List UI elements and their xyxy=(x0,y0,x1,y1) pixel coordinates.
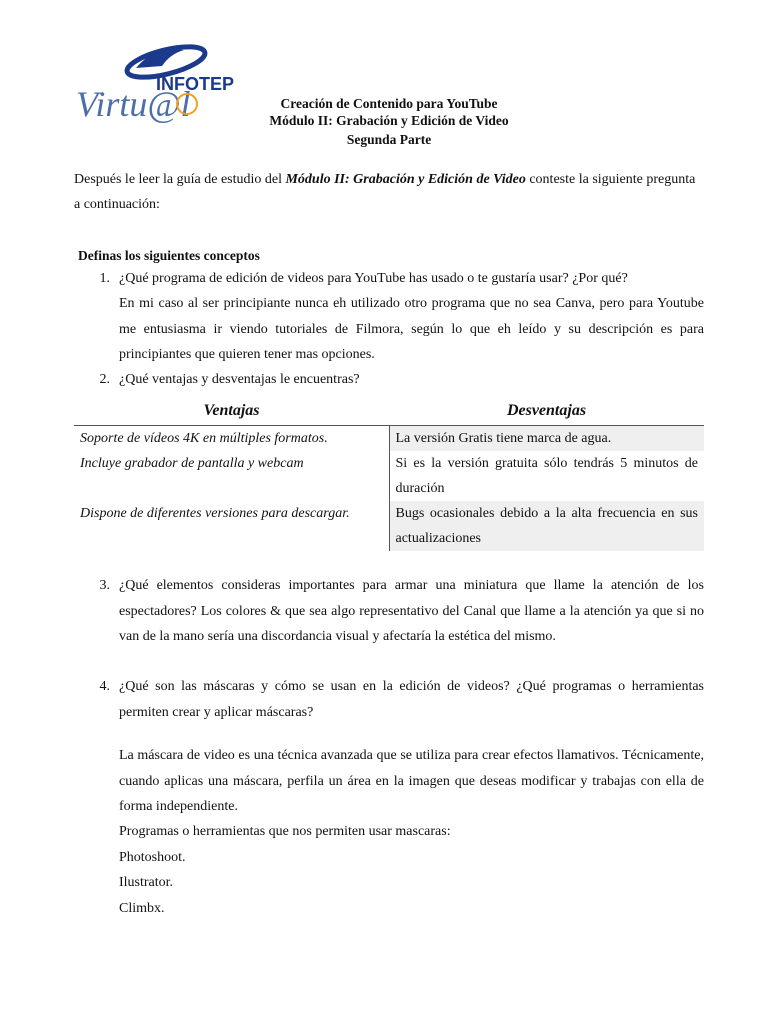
course-title: Creación de Contenido para YouTube xyxy=(280,96,498,111)
disadvantage-cell: Bugs ocasionales debido a la alta frecuencia en sus actualizaciones xyxy=(389,501,704,551)
table-row xyxy=(74,451,704,501)
tool-item: Ilustrator. xyxy=(119,875,174,890)
disadvantage-cell: Si es la versión gratuita sólo tendrás 5 minutos de duración xyxy=(395,456,698,496)
question-number-2: 2. xyxy=(99,372,110,387)
advantage-cell: Incluye grabador de pantalla y webcam xyxy=(74,451,389,501)
intro-after: conteste la siguiente pregunta a continuación: xyxy=(74,172,696,212)
question-number-3: 3. xyxy=(99,578,110,593)
question-number-1: 1. xyxy=(99,271,110,286)
question-2: ¿Qué ventajas y desventajas le encuentras? xyxy=(119,372,360,387)
question-1: ¿Qué programa de edición de videos para YouTube has usado o te gustaría usar? ¿Por qué? xyxy=(119,271,628,286)
header-desventajas: Desventajas xyxy=(389,396,704,426)
section-title: Definas los siguientes conceptos xyxy=(78,248,260,263)
tools-list xyxy=(119,819,704,921)
table-row xyxy=(74,426,704,452)
part-title: Segunda Parte xyxy=(346,132,432,147)
intro-before: Después le leer la guía de estudio del xyxy=(74,172,286,187)
answer-1: En mi caso al ser principiante nunca eh utilizado otro programa que no sea Canva, pero para Youtube me entusiasma ir viendo tutoriales de Filmora, según lo que eh leído y su descripción es para principiantes que quieren tener mas opciones. xyxy=(119,296,704,362)
table-header-row xyxy=(74,396,704,426)
answer-4: La máscara de video es una técnica avanzada que se utiliza para crear efectos llamativos. Técnicamente, cuando aplicas una máscara, perfila un área en la imagen que deseas modificar y trabajas con ella de forma independiente. xyxy=(119,748,704,814)
tool-item: Climbx. xyxy=(119,900,165,916)
logo-text: INFOTEP xyxy=(156,74,235,94)
pros-cons-table xyxy=(74,396,704,551)
advantage-cell: Dispone de diferentes versiones para descargar. xyxy=(74,501,389,551)
question-number-4: 4. xyxy=(99,679,110,694)
disadvantage-cell: La versión Gratis tiene marca de agua. xyxy=(389,426,704,452)
table-row xyxy=(74,501,704,551)
logo-script: Virtu@l xyxy=(76,84,191,124)
module-title: Módulo II: Grabación y Edición de Video xyxy=(269,113,509,128)
question-3: ¿Qué elementos consideras importantes para armar una miniatura que llame la atención de los espectadores? Los colores & que sea algo representativo del Canal que llame a la atención ya que si no van de la mano sería una discordancia visual y afectaría la estética del mismo. xyxy=(119,578,704,644)
question-4: ¿Qué son las máscaras y cómo se usan en la edición de videos? ¿Qué programas o herramientas permiten crear y aplicar máscaras? xyxy=(119,679,704,720)
header-ventajas: Ventajas xyxy=(74,396,389,426)
tools-intro: Programas o herramientas que nos permiten usar mascaras: xyxy=(119,824,451,839)
intro-emphasis: Módulo II: Grabación y Edición de Video xyxy=(285,172,526,187)
intro-paragraph xyxy=(74,167,704,217)
advantage-cell: Soporte de vídeos 4K en múltiples formatos. xyxy=(74,426,389,452)
tool-item: Photoshoot. xyxy=(119,849,186,865)
